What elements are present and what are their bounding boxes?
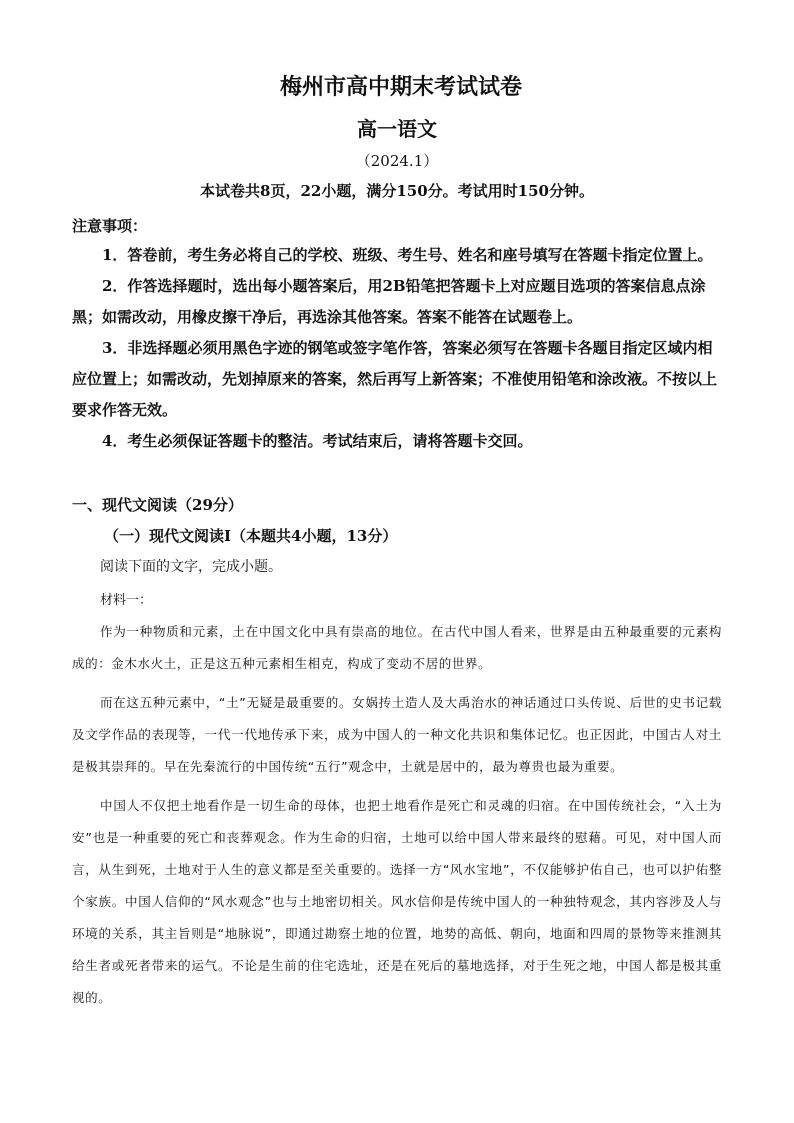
- note-item: 4．考生必须保证答题卡的整洁。考试结束后，请将答题卡交回。: [102, 432, 533, 450]
- part-title: 一、现代文阅读（29分）: [72, 496, 243, 514]
- exam-date: （2024.1）: [355, 152, 439, 170]
- exam-title: 梅州市高中期末考试试卷: [279, 74, 522, 100]
- exam-summary: 本试卷共8页，22小题，满分150分。考试用时150分钟。: [200, 182, 594, 200]
- reading-instruction: 阅读下面的文字，完成小题。: [100, 559, 282, 575]
- note-item: 1．答卷前，考生务必将自己的学校、班级、考生号、姓名和座号填写在答题卡指定位置上。: [102, 246, 713, 264]
- notes-heading: 注意事项：: [72, 217, 148, 235]
- material-label: 材料一：: [100, 593, 153, 608]
- material-paragraph: 作为一种物质和元素，土在中国文化中具有崇高的地位。在古代中国人看来，世界是由五种最重要的元素构成的：金木水火土，正是这五种元素相生相克，构成了变动不居的世界。: [72, 624, 722, 671]
- subject-title: 高一语文: [357, 117, 437, 141]
- notes-list: [72, 240, 722, 457]
- material-paragraph: 而在这五种元素中，“土”无疑是最重要的。女娲抟土造人及大禹治水的神话通过口头传说、后世的史书记载及文学作品的表现等，一代一代地传承下来，成为中国人的一种文化共识和集体记忆。也正因此，中国古人对土是极其崇拜的。早在先秦流行的中国传统“五行”观念中，土就是居中的，最为尊贵也最为重要。: [72, 695, 722, 774]
- material-body: [72, 616, 722, 1021]
- sub-section-title: （一）现代文阅读Ⅰ（本题共4小题，13分）: [104, 527, 398, 545]
- material-paragraph: 中国人不仅把土地看作是一切生命的母体，也把土地看作是死亡和灵魂的归宿。在中国传统社会，“入土为安”也是一种重要的死亡和丧葬观念。作为生命的归宿，土地可以给中国人带来最终的慰藉。可见，对中国人而言，从生到死，土地对于人生的意义都是至关重要的。选择一方“风水宝地”，不仅能够护佑自己，也可以护佑整个家族。中国人信仰的“风水观念”也与土地密切相关。风水信仰是传统中国人的一种独特观念，其内容涉及人与环境的关系，其主旨则是“地脉说”，即通过勘察土地的位置，地势的高低、朝向，地面和四周的景物等来推测其给生者或死者带来的运气。不论是生前的住宅选址，还是在死后的墓地选择，对于生死之地，中国人都是极其重视的。: [72, 798, 722, 1005]
- note-item: 2．作答选择题时，选出每小题答案后，用2B铅笔把答题卡上对应题目选项的答案信息点涂黑；如需改动，用橡皮擦干净后，再选涂其他答案。答案不能答在试题卷上。: [72, 277, 706, 326]
- note-item: 3．非选择题必须用黑色字迹的钢笔或签字笔作答，答案必须写在答题卡各题目指定区域内相应位置上；如需改动，先划掉原来的答案，然后再写上新答案；不准使用铅笔和涂改液。不按以上要求作答无效。: [72, 339, 718, 419]
